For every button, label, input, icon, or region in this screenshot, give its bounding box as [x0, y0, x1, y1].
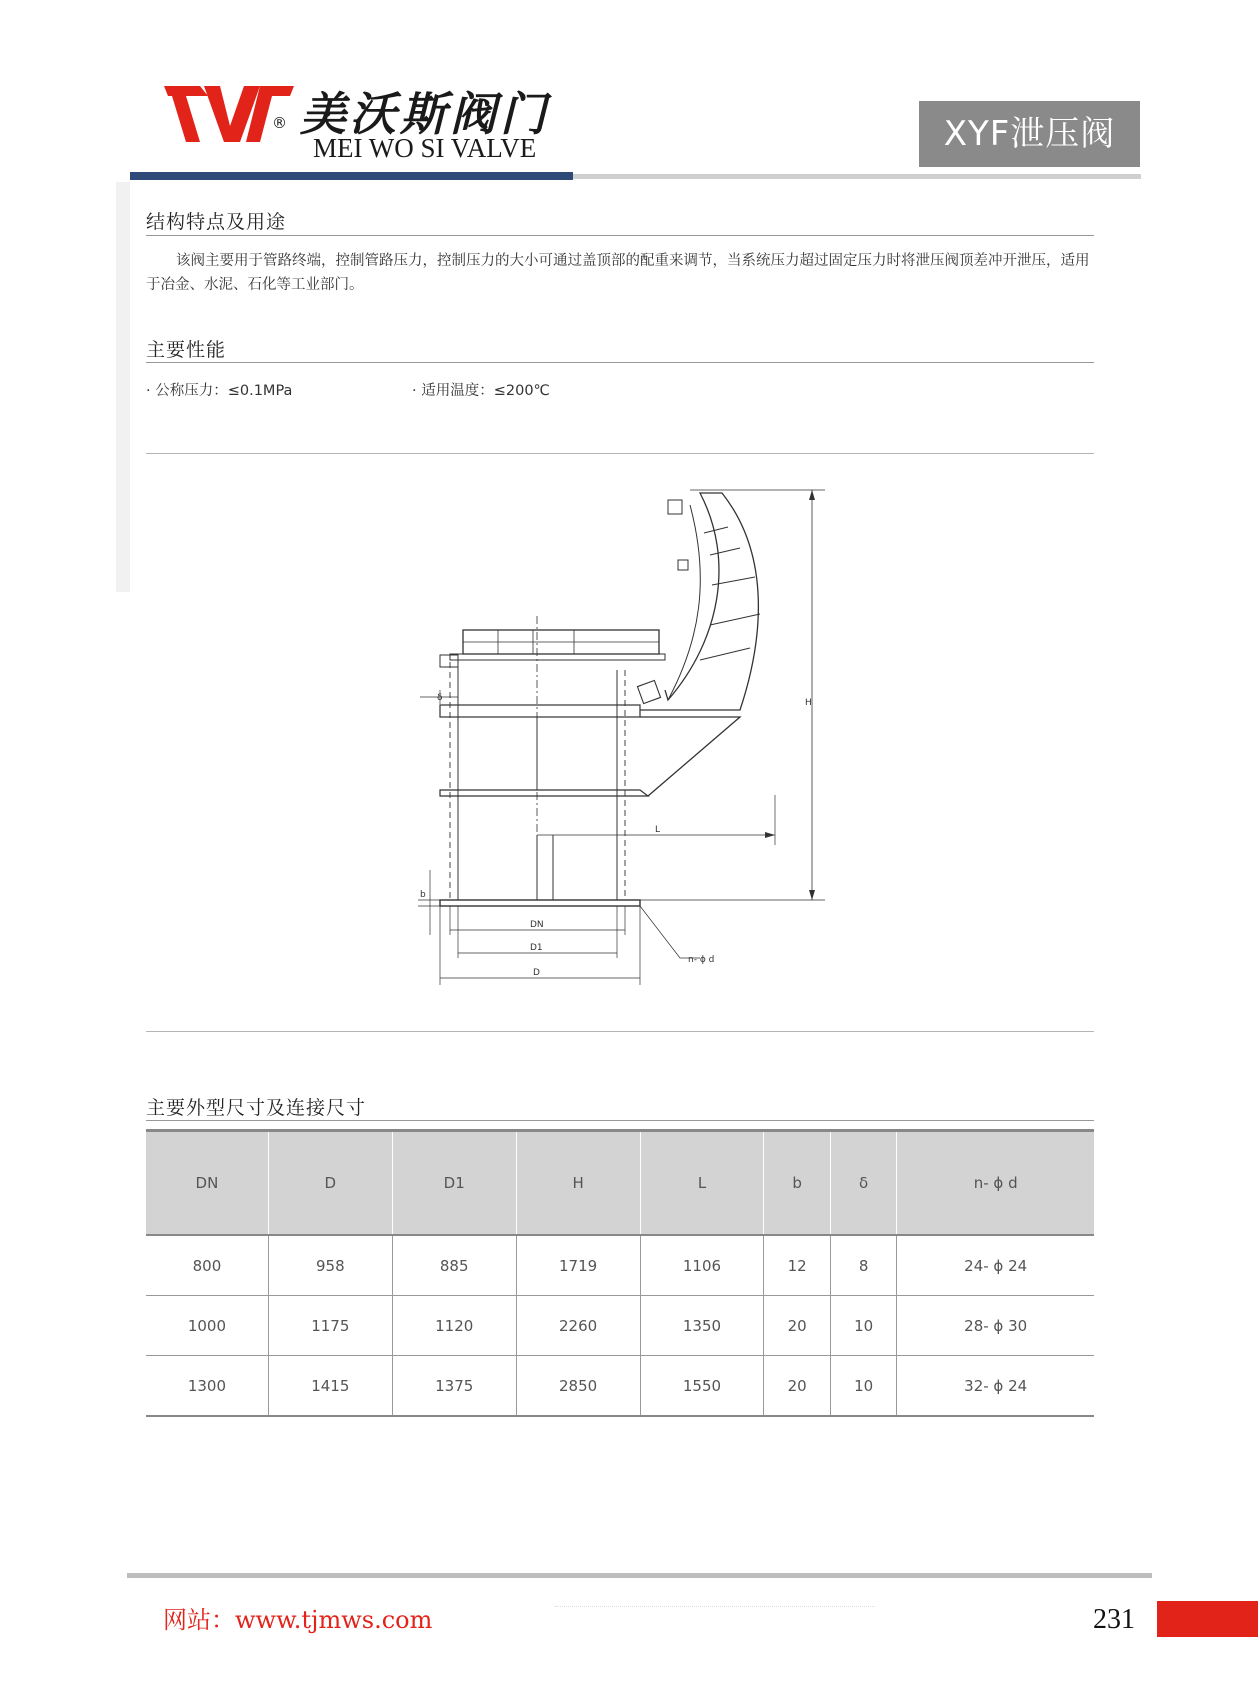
section-rule	[146, 235, 1094, 236]
table-cell: 1415	[268, 1356, 392, 1417]
spec-temperature: · 适用温度：≤200℃	[412, 383, 550, 399]
brand-name-en: MEI WO SI VALVE	[313, 133, 537, 163]
header-n-phi-d: n- ϕ d	[897, 1131, 1094, 1236]
footer-rule	[127, 1573, 1152, 1578]
product-badge: XYF泄压阀	[919, 101, 1140, 167]
table-cell: 12	[764, 1235, 830, 1296]
header-rule-light	[573, 174, 1141, 179]
table-row	[146, 1296, 1094, 1356]
label-D1: D1	[530, 943, 543, 953]
label-DN: DN	[530, 920, 544, 930]
table-cell: 1000	[146, 1296, 268, 1356]
valve-drawing	[400, 480, 840, 1000]
table-row	[146, 1356, 1094, 1417]
header-dn: DN	[146, 1131, 268, 1236]
section-rule	[146, 362, 1094, 363]
table-cell: 1175	[268, 1296, 392, 1356]
registered-mark: ®	[272, 114, 287, 132]
table-cell: 10	[830, 1296, 896, 1356]
table-cell: 1300	[146, 1356, 268, 1417]
header-b: b	[764, 1131, 830, 1236]
section-rule	[146, 1120, 1094, 1121]
table-cell: 1375	[392, 1356, 516, 1417]
table-header-row	[146, 1131, 1094, 1236]
section-title-performance: 主要性能	[146, 339, 227, 361]
table-cell: 24- ϕ 24	[897, 1235, 1094, 1296]
table-cell: 1550	[640, 1356, 764, 1417]
footer-red-bar	[1157, 1601, 1258, 1637]
footer-faint-divider	[555, 1606, 875, 1621]
table-row	[146, 1235, 1094, 1296]
header-h: H	[516, 1131, 640, 1236]
header-rule-dark	[130, 172, 573, 180]
page-number: 231	[1093, 1604, 1135, 1635]
label-D: D	[533, 968, 540, 978]
table-cell: 10	[830, 1356, 896, 1417]
table-cell: 32- ϕ 24	[897, 1356, 1094, 1417]
table-cell: 28- ϕ 30	[897, 1296, 1094, 1356]
brand-name-cn: 美沃斯阀门	[300, 87, 550, 141]
table-cell: 1350	[640, 1296, 764, 1356]
table-cell: 20	[764, 1356, 830, 1417]
table-cell: 8	[830, 1235, 896, 1296]
label-b: b	[420, 890, 426, 900]
table-cell: 2850	[516, 1356, 640, 1417]
label-delta: δ	[437, 693, 443, 703]
header-d1: D1	[392, 1131, 516, 1236]
table-cell: 800	[146, 1235, 268, 1296]
table-cell: 1106	[640, 1235, 764, 1296]
side-strip	[116, 182, 130, 592]
label-H: H	[805, 698, 812, 708]
table-cell: 958	[268, 1235, 392, 1296]
dimensions-table	[146, 1129, 1094, 1417]
header-d: D	[268, 1131, 392, 1236]
header-delta: δ	[830, 1131, 896, 1236]
section-title-structure: 结构特点及用途	[146, 211, 287, 233]
footer-website: 网站：www.tjmws.com	[163, 1606, 433, 1634]
drawing-bottom-rule	[146, 1031, 1094, 1032]
header-l: L	[640, 1131, 764, 1236]
label-n-phi-d: n- ϕ d	[688, 955, 715, 965]
spec-pressure: · 公称压力：≤0.1MPa	[146, 383, 293, 399]
table-cell: 1719	[516, 1235, 640, 1296]
table-cell: 885	[392, 1235, 516, 1296]
label-L: L	[655, 825, 661, 835]
table-cell: 2260	[516, 1296, 640, 1356]
table-cell: 20	[764, 1296, 830, 1356]
table-cell: 1120	[392, 1296, 516, 1356]
drawing-top-rule	[146, 453, 1094, 454]
section-title-dimensions: 主要外型尺寸及连接尺寸	[146, 1097, 367, 1119]
structure-description: 该阀主要用于管路终端，控制管路压力，控制压力的大小可通过盖顶部的配重来调节，当系统压力超过固定压力时将泄压阀顶差冲开泄压，适用于冶金、水泥、石化等工业部门。	[146, 253, 1090, 293]
